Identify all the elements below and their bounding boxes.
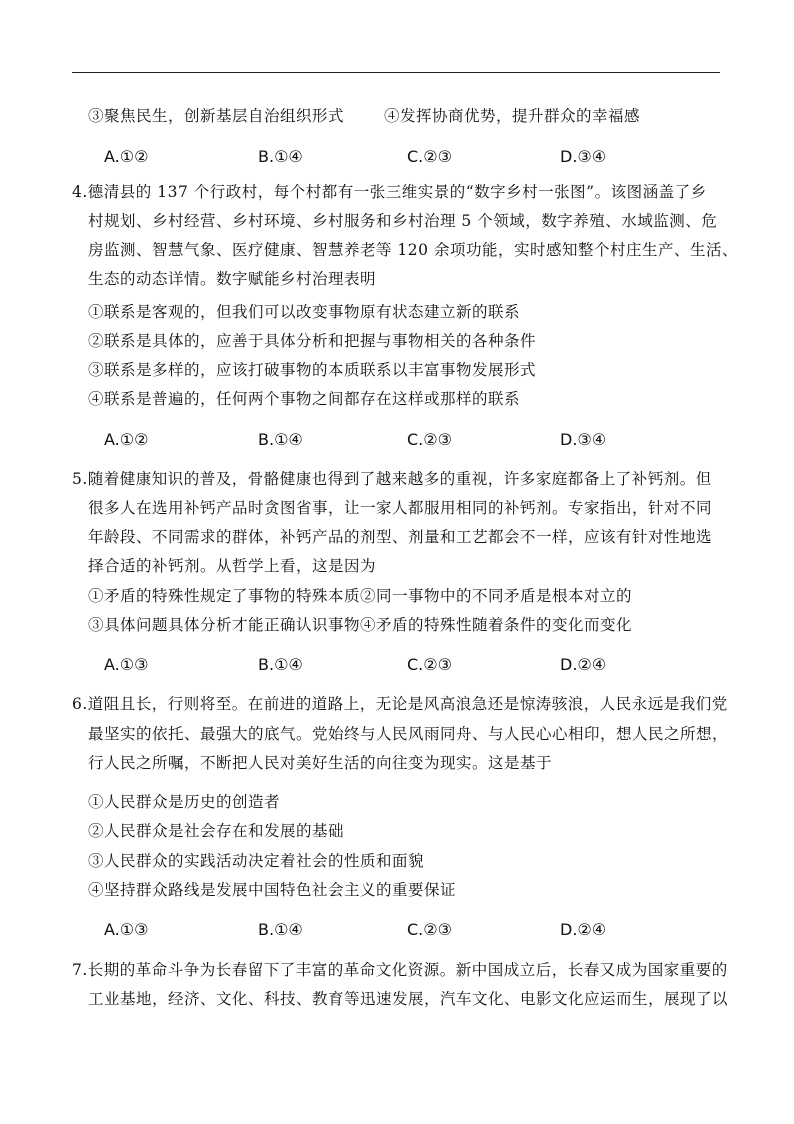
q4-item-4: ④联系是普遍的，任何两个事物之间都存在这样或那样的联系 <box>88 390 521 408</box>
q6-option-c: C.②③ <box>407 920 452 939</box>
q5-stem-line: 择合适的补钙剂。从哲学上看，这是因为 <box>88 557 377 575</box>
q4-stem-line: 村规划、乡村经营、乡村环境、乡村服务和乡村治理 5 个领域，数字养殖、水域监测、危 <box>88 212 718 230</box>
q3-option-c: C.②③ <box>407 147 452 166</box>
q4-option-a: A.①② <box>104 430 149 449</box>
q6-item-1: ①人民群众是历史的创造者 <box>88 793 281 811</box>
q7-stem-line: 工业基地，经济、文化、科技、教育等迅速发展，汽车文化、电影文化应运而生，展现了以 <box>88 990 729 1008</box>
q3-item-4: ④发挥协商优势，提升群众的幸福感 <box>384 107 641 125</box>
q3-items-line <box>88 106 640 126</box>
q4-stem-line: 4.德清县的 137 个行政村，每个村都有一张三维实景的“数字乡村一张图”。该图涵盖了乡 <box>72 183 707 201</box>
q6-stem-line: 行人民之所嘱，不断把人民对美好生活的向往变为现实。这是基于 <box>88 754 553 772</box>
q6-option-d: D.②④ <box>560 920 607 939</box>
q6-item-4: ④坚持群众路线是发展中国特色社会主义的重要保证 <box>88 881 457 899</box>
q5-items-line: ③具体问题具体分析才能正确认识事物④矛盾的特殊性随着条件的变化而变化 <box>88 616 633 634</box>
q4-option-c: C.②③ <box>407 430 452 449</box>
q5-stem-line: 很多人在选用补钙产品时贪图省事，让一家人都服用相同的补钙剂。专家指出，针对不同 <box>88 499 713 517</box>
q5-option-a: A.①③ <box>104 655 149 674</box>
q4-option-b: B.①④ <box>258 430 303 449</box>
q6-stem-line: 最坚实的依托、最强大的底气。党始终与人民风雨同舟、与人民心心相印，想人民之所想， <box>88 725 729 743</box>
q4-item-1: ①联系是客观的，但我们可以改变事物原有状态建立新的联系 <box>88 303 521 321</box>
q6-item-3: ③人民群众的实践活动决定着社会的性质和面貌 <box>88 852 425 870</box>
q5-items-line: ①矛盾的特殊性规定了事物的特殊本质②同一事物中的不同矛盾是根本对立的 <box>88 587 633 605</box>
q6-option-a: A.①③ <box>104 920 149 939</box>
q4-stem-line: 房监测、智慧气象、医疗健康、智慧养老等 120 余项功能，实时感知整个村庄生产、生活、 <box>88 241 738 259</box>
q4-item-2: ②联系是具体的，应善于具体分析和把握与事物相关的各种条件 <box>88 332 537 350</box>
header-rule <box>72 72 720 73</box>
q5-option-b: B.①④ <box>258 655 303 674</box>
q4-option-d: D.③④ <box>560 430 607 449</box>
q5-option-c: C.②③ <box>407 655 452 674</box>
q3-option-b: B.①④ <box>258 147 303 166</box>
q5-stem-line: 5.随着健康知识的普及，骨骼健康也得到了越来越多的重视，许多家庭都备上了补钙剂。但 <box>72 470 712 488</box>
q5-stem-line: 年龄段、不同需求的群体，补钙产品的剂型、剂量和工艺都会不一样，应该有针对性地选 <box>88 528 713 546</box>
q3-option-a: A.①② <box>104 147 149 166</box>
q4-stem-line: 生态的动态详情。数字赋能乡村治理表明 <box>88 270 377 288</box>
q7-stem-line: 7.长期的革命斗争为长春留下了丰富的革命文化资源。新中国成立后，长春又成为国家重要的 <box>72 961 728 979</box>
q5-option-d: D.②④ <box>560 655 607 674</box>
q6-stem-line: 6.道阻且长，行则将至。在前进的道路上，无论是风高浪急还是惊涛骇浪，人民永远是我们党 <box>72 695 728 713</box>
q6-option-b: B.①④ <box>258 920 303 939</box>
q6-item-2: ②人民群众是社会存在和发展的基础 <box>88 822 345 840</box>
q3-item-3: ③聚焦民生，创新基层自治组织形式 <box>88 107 345 125</box>
q3-option-d: D.③④ <box>560 147 607 166</box>
q4-item-3: ③联系是多样的，应该打破事物的本质联系以丰富事物发展形式 <box>88 361 537 379</box>
